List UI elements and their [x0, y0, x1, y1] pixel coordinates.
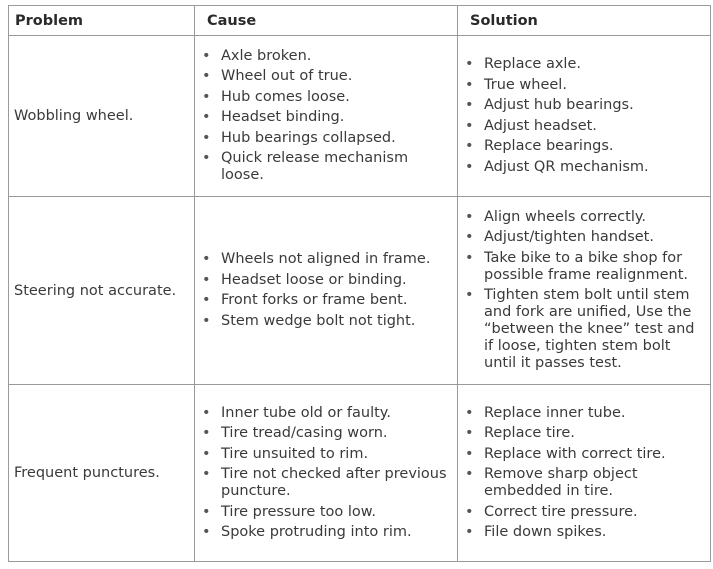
- cause-item: • Axle broken.: [201, 48, 453, 65]
- cause-item: • Headset loose or binding.: [201, 272, 453, 289]
- solution-item: • Align wheels correctly.: [464, 209, 706, 226]
- cause-cell: [195, 385, 458, 562]
- solution-item: • Adjust hub bearings.: [464, 97, 706, 114]
- cause-cell: [195, 197, 458, 385]
- cause-list: [201, 48, 453, 185]
- solution-item: • Adjust/tighten handset.: [464, 229, 706, 246]
- header-cause: Cause: [195, 6, 458, 36]
- solution-item: • Replace axle.: [464, 56, 706, 73]
- cause-item: • Tire not checked after previous puncture.: [201, 466, 453, 500]
- troubleshooting-table: [8, 5, 711, 562]
- solution-item: • Correct tire pressure.: [464, 504, 706, 521]
- cause-item: • Tire pressure too low.: [201, 504, 453, 521]
- solution-item: • Replace inner tube.: [464, 405, 706, 422]
- cause-item: • Spoke protruding into rim.: [201, 524, 453, 541]
- cause-item: • Hub bearings collapsed.: [201, 130, 453, 147]
- header-solution: Solution: [458, 6, 711, 36]
- cause-item: • Tire tread/casing worn.: [201, 425, 453, 442]
- header-problem: Problem: [9, 6, 195, 36]
- problem-cell: Wobbling wheel.: [9, 36, 195, 197]
- table-row: [9, 385, 711, 562]
- solution-list: [464, 209, 706, 373]
- cause-item: • Headset binding.: [201, 109, 453, 126]
- solution-item: • Remove sharp object embedded in tire.: [464, 466, 706, 500]
- solution-list: [464, 405, 706, 542]
- solution-item: • Tighten stem bolt until stem and fork are unified, Use the “between the knee” test and if loose, tighten stem bolt until it passes test.: [464, 287, 706, 372]
- solution-cell: [458, 197, 711, 385]
- solution-item: • True wheel.: [464, 77, 706, 94]
- solution-item: • Adjust headset.: [464, 118, 706, 135]
- table-row: [9, 36, 711, 197]
- solution-item: • Replace tire.: [464, 425, 706, 442]
- cause-list: [201, 251, 453, 330]
- cause-item: • Quick release mechanism loose.: [201, 150, 453, 184]
- solution-cell: [458, 36, 711, 197]
- solution-item: • Take bike to a bike shop for possible frame realignment.: [464, 250, 706, 284]
- solution-item: • Adjust QR mechanism.: [464, 159, 706, 176]
- table-row: [9, 197, 711, 385]
- cause-item: • Tire unsuited to rim.: [201, 446, 453, 463]
- cause-item: • Stem wedge bolt not tight.: [201, 313, 453, 330]
- solution-cell: [458, 385, 711, 562]
- problem-cell: Frequent punctures.: [9, 385, 195, 562]
- cause-list: [201, 405, 453, 542]
- solution-list: [464, 56, 706, 176]
- cause-item: • Inner tube old or faulty.: [201, 405, 453, 422]
- cause-item: • Front forks or frame bent.: [201, 292, 453, 309]
- solution-item: • File down spikes.: [464, 524, 706, 541]
- cause-item: • Hub comes loose.: [201, 89, 453, 106]
- problem-cell: Steering not accurate.: [9, 197, 195, 385]
- cause-item: • Wheels not aligned in frame.: [201, 251, 453, 268]
- cause-cell: [195, 36, 458, 197]
- cause-item: • Wheel out of true.: [201, 68, 453, 85]
- header-row: [9, 6, 711, 36]
- solution-item: • Replace bearings.: [464, 138, 706, 155]
- solution-item: • Replace with correct tire.: [464, 446, 706, 463]
